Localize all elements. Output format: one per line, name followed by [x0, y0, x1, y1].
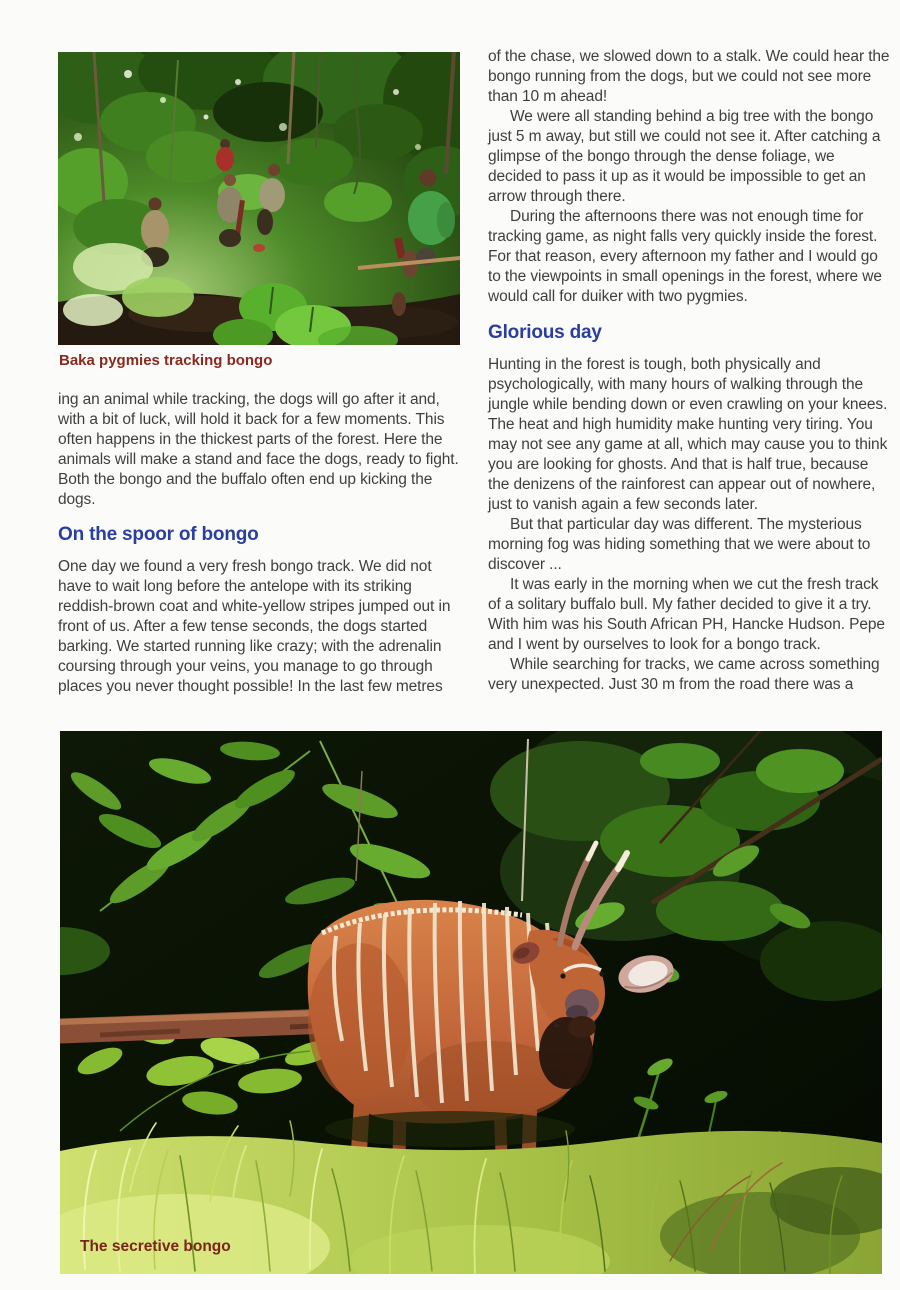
body-paragraph: One day we found a very fresh bongo track. We did not have to wait long before the antelope with its striking reddish-brown coat and white-yellow stripes jumped out in front of us. After a few tense seconds, the dogs started barking. We started running like crazy; with the adrenalin coursing through your veins, you manage to go through places you never thought possible! In the last few metres — [58, 558, 451, 695]
body-paragraph: But that particular day was different. The mysterious morning fog was hiding something that we were about to discover ... — [488, 516, 871, 573]
body-paragraph: of the chase, we slowed down to a stalk. We could hear the bongo running from the dogs, but we could not see more than 10 m ahead! — [488, 48, 890, 105]
jungle-trackers-photo — [58, 52, 460, 345]
photo-caption-bottom: The secretive bongo — [80, 1238, 231, 1255]
body-paragraph: It was early in the morning when we cut the fresh track of a solitary buffalo bull. My father decided to give it a try. With him was his South African PH, Hancke Hudson. Pepe and I went by ourselves to look for a bongo track. — [488, 576, 885, 653]
body-paragraph: During the afternoons there was not enough time for tracking game, as night falls very quickly inside the forest. For that reason, every afternoon my father and I would go to the viewpoints in small openings in the forest, where we would call for duiker with two pygmies. — [488, 208, 882, 305]
left-column — [58, 390, 464, 697]
body-paragraph: ing an animal while tracking, the dogs will go after it and, with a bit of luck, will hold it back for a few moments. This often happens in the thickest parts of the forest. Here the animals will make a stand and face the dogs, ready to fight. Both the bongo and the buffalo often end up kicking the dogs. — [58, 391, 459, 508]
section-heading-glorious-day: Glorious day — [488, 322, 602, 343]
bongo-illustration — [60, 731, 882, 1274]
jungle-illustration — [58, 52, 460, 345]
bongo-photo — [60, 731, 882, 1274]
right-column — [488, 47, 892, 695]
section-heading-spoor: On the spoor of bongo — [58, 524, 259, 545]
body-paragraph: Hunting in the forest is tough, both physically and psychologically, with many hours of walking through the jungle while bending down or even crawling on your knees. The heat and high humidity make hunting very tiring. You may not see any game at all, which may cause you to think you are looking for ghosts. And that is half true, because the denizens of the rainforest can appear out of nowhere, just to vanish again a few seconds later. — [488, 356, 888, 513]
body-paragraph: We were all standing behind a big tree with the bongo just 5 m away, but still we could not see it. After catching a glimpse of the bongo through the dense foliage, we decided to pass it up as it would be impossible to get an arrow through there. — [488, 108, 881, 205]
photo-caption-top: Baka pygmies tracking bongo — [59, 352, 273, 369]
body-paragraph: While searching for tracks, we came across something very unexpected. Just 30 m from the road there was a — [488, 656, 880, 693]
